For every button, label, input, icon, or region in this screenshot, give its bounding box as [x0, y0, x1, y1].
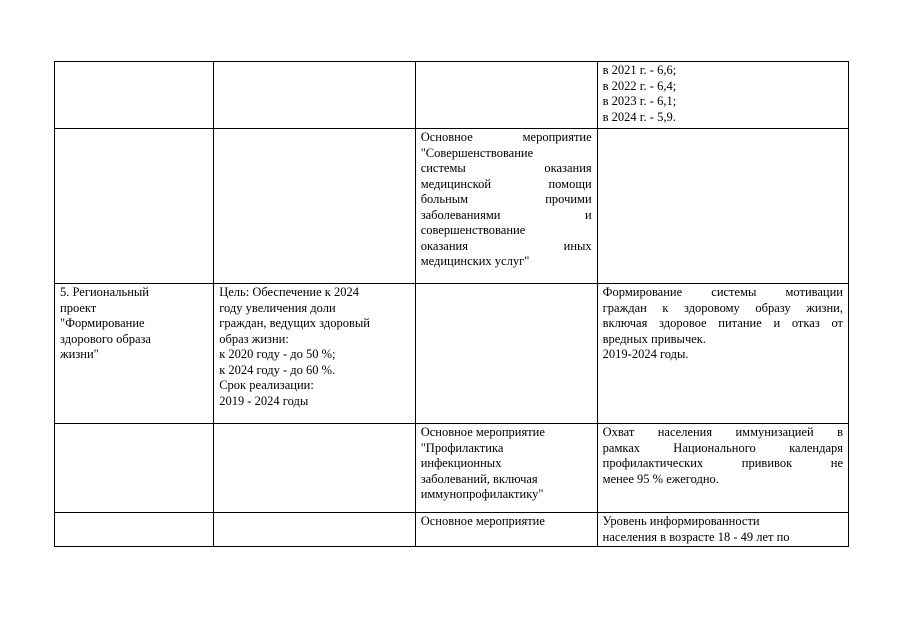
- cell-text-line: проект: [60, 300, 97, 315]
- table-cell: [415, 513, 597, 547]
- cell-text-line: Срок реализации:: [219, 378, 314, 392]
- cell-text-line: 2019-2024 годы.: [602, 347, 689, 361]
- cell-text-line: образ жизни:: [219, 331, 289, 346]
- cell-text-line: заболеваний, включая: [420, 471, 538, 486]
- cell-text-line: в 2021 г. - 6,6;: [602, 63, 677, 77]
- cell-text-line: оказания иных: [420, 238, 592, 253]
- cell-text-line: совершенствование: [420, 223, 526, 237]
- cell-text-line: менее 95 % ежегодно.: [602, 471, 719, 486]
- cell-text-line: Основное мероприятие: [420, 425, 545, 439]
- cell-text-line: включая здоровое питание и отказ от: [602, 316, 843, 330]
- cell-text-line: заболеваниями и: [420, 207, 592, 222]
- table-cell: [597, 129, 848, 284]
- cell-text-line: Уровень информированности: [602, 514, 760, 528]
- table-cell: [415, 62, 597, 129]
- cell-text-line: Основное мероприятие: [420, 130, 592, 144]
- cell-text-line: жизни": [60, 347, 99, 361]
- cell-text-line: иммунопрофилактику": [420, 487, 544, 501]
- cell-text-line: больным прочими: [420, 192, 592, 206]
- cell-text-line: здорового образа: [60, 331, 151, 346]
- table-cell: [415, 284, 597, 424]
- cell-text-line: медицинских услуг": [420, 254, 530, 268]
- table-cell: [415, 129, 597, 284]
- cell-text-line: в 2023 г. - 6,1;: [602, 94, 677, 108]
- document-table: [54, 61, 849, 547]
- cell-text-line: профилактических прививок не: [602, 456, 843, 470]
- table-cell: [55, 129, 214, 284]
- cell-text-line: 2019 - 2024 годы: [219, 393, 309, 408]
- table-row: [55, 62, 849, 129]
- cell-text-line: медицинской помощи: [420, 176, 592, 191]
- table-cell: [55, 513, 214, 547]
- table-cell: [597, 513, 848, 547]
- table-cell: [214, 129, 415, 284]
- cell-text-line: инфекционных: [420, 456, 502, 470]
- cell-text-line: граждан, ведущих здоровый: [219, 316, 370, 330]
- table-row: [55, 129, 849, 284]
- cell-text-line: Цель: Обеспечение к 2024: [219, 285, 359, 299]
- cell-text-line: рамках Национального календаря: [602, 440, 843, 455]
- cell-text-line: Охват населения иммунизацией в: [602, 425, 843, 439]
- cell-text-line: Формирование системы мотивации: [602, 285, 843, 299]
- cell-text-line: в 2022 г. - 6,4;: [602, 78, 677, 93]
- cell-text-line: населения в возрасте 18 - 49 лет по: [602, 529, 790, 544]
- cell-text-line: системы оказания: [420, 161, 592, 175]
- table-cell: [597, 284, 848, 424]
- table-row: [55, 284, 849, 424]
- cell-text-line: "Совершенствование: [420, 145, 534, 160]
- cell-text-line: году увеличения доли: [219, 300, 336, 315]
- table-row: [55, 513, 849, 547]
- table-cell: [214, 513, 415, 547]
- cell-text-line: в 2024 г. - 5,9.: [602, 109, 676, 124]
- cell-text-line: 5. Региональный: [60, 285, 149, 299]
- cell-text-line: "Формирование: [60, 316, 145, 330]
- table-cell: [214, 62, 415, 129]
- table-cell: [597, 424, 848, 513]
- cell-text-line: Основное мероприятие: [420, 514, 545, 528]
- cell-text-line: к 2020 году - до 50 %;: [219, 347, 336, 361]
- table-cell: [55, 424, 214, 513]
- table-cell: [55, 62, 214, 129]
- table-cell: [214, 424, 415, 513]
- table-cell: [55, 284, 214, 424]
- cell-text-line: "Профилактика: [420, 440, 504, 455]
- table-cell: [415, 424, 597, 513]
- table-cell: [597, 62, 848, 129]
- table-row: [55, 424, 849, 513]
- cell-text-line: вредных привычек.: [602, 331, 706, 346]
- table-cell: [214, 284, 415, 424]
- cell-text-line: граждан к здоровому образу жизни,: [602, 300, 843, 315]
- cell-text-line: к 2024 году - до 60 %.: [219, 362, 336, 377]
